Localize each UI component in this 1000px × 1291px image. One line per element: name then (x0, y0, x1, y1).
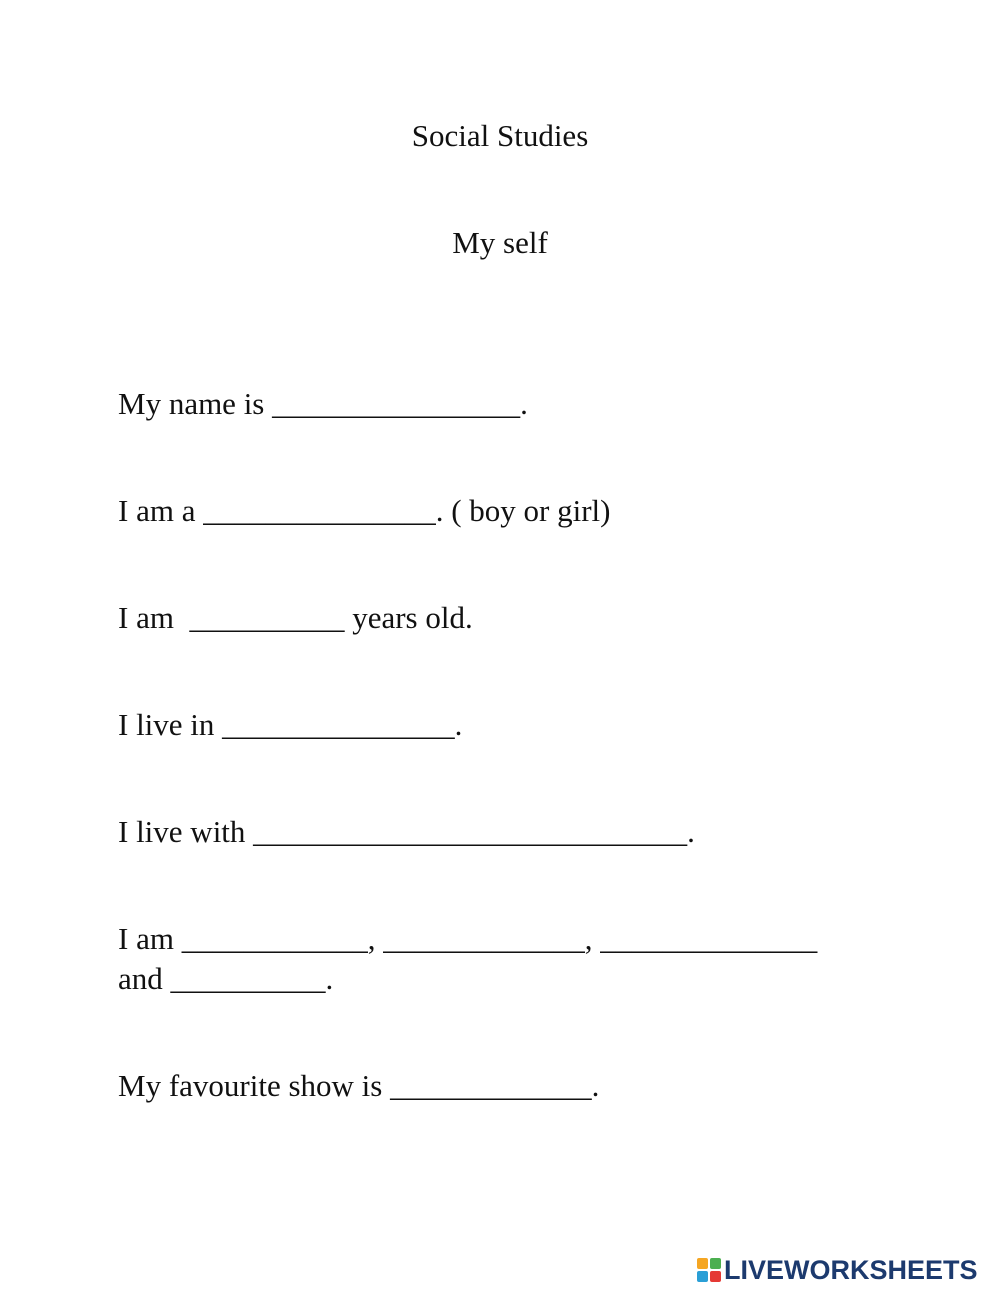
name-sentence: My name is ________________. (118, 386, 528, 421)
traits-sentence-line2: and __________. (118, 961, 334, 996)
liveworksheets-brand (697, 1254, 978, 1286)
gender-sentence: I am a _______________. ( boy or girl) (118, 493, 611, 528)
favourite-show-sentence: My favourite show is _____________. (118, 1068, 600, 1103)
age-sentence: I am __________ years old. (118, 600, 473, 635)
live-with-sentence: I live with ____________________________. (118, 814, 695, 849)
logo-square-3 (697, 1271, 708, 1282)
traits-sentence-line1: I am ____________, _____________, ______________ (118, 921, 818, 956)
liveworksheets-logo-icon (697, 1258, 721, 1282)
live-in-sentence: I live in _______________. (118, 707, 463, 742)
logo-square-4 (710, 1271, 721, 1282)
worksheet-title: Social Studies (411, 118, 589, 153)
logo-square-1 (697, 1258, 708, 1269)
worksheet-subtitle: My self (452, 225, 548, 260)
brand-wordmark: LIVEWORKSHEETS (724, 1255, 978, 1285)
logo-square-2 (710, 1258, 721, 1269)
